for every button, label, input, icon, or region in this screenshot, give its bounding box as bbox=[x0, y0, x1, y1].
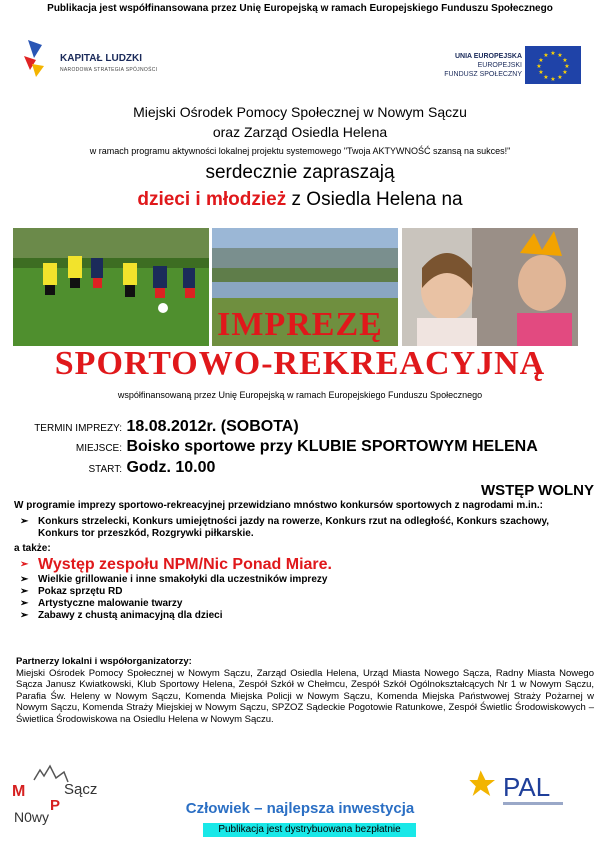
svg-text:★: ★ bbox=[557, 52, 563, 59]
event-title-line2: SPORTOWO-REKREACYJNĄ bbox=[54, 345, 546, 382]
svg-text:★: ★ bbox=[538, 57, 544, 64]
place-value: Boisko sportowe przy KLUBIE SPORTOWYM HELENA bbox=[126, 438, 538, 455]
partners-heading: Partnerzy lokalni i współorganizatorzy: bbox=[16, 656, 192, 667]
svg-text:★: ★ bbox=[550, 76, 556, 83]
organizer-line: Miejski Ośrodek Pomocy Społecznej w Nowym Sączu bbox=[133, 104, 467, 120]
date-value: 18.08.2012r. (SOBOTA) bbox=[126, 418, 299, 435]
list-item: ➢ Wielkie grillowanie i inne smakołyki dla uczestników imprezy bbox=[20, 574, 590, 586]
kapital-ludzki-logo bbox=[22, 40, 172, 82]
co-organizer-line: oraz Zarząd Osiedla Helena bbox=[212, 124, 388, 140]
list-item: ➢ Artystyczne malowanie twarzy bbox=[20, 598, 590, 610]
band-performance: ➢ Występ zespołu NPM/Nic Ponad Miare. bbox=[20, 555, 590, 574]
partners-section bbox=[16, 656, 594, 725]
also-label: a także: bbox=[14, 543, 51, 554]
kapital-ludzki-title: KAPITAŁ LUDZKI bbox=[60, 53, 143, 64]
eu-text bbox=[416, 52, 522, 79]
svg-text:★: ★ bbox=[536, 63, 542, 70]
svg-text:★: ★ bbox=[543, 74, 549, 81]
start-value: Godz. 10.00 bbox=[126, 459, 216, 476]
nowy-sacz-logo-p: P bbox=[50, 797, 61, 814]
nowy-sacz-logo-m: M bbox=[12, 783, 26, 800]
slogan: Człowiek – najlepsza inwestycja bbox=[185, 800, 415, 817]
nowy-sacz-logo bbox=[6, 762, 116, 827]
invitation-line: serdecznie zapraszają bbox=[205, 162, 395, 183]
audience-rest: z Osiedla Helena na bbox=[286, 189, 463, 210]
free-entry: WSTĘP WOLNY bbox=[480, 482, 594, 499]
nowy-sacz-logo-sacz: Sącz bbox=[64, 781, 98, 798]
svg-text:★: ★ bbox=[550, 50, 556, 57]
eu-line1: UNIA EUROPEJSKA bbox=[454, 53, 522, 60]
cofinancing-line: współfinansowaną przez Unię Europejską w ramach Europejskiego Funduszu Społecznego bbox=[117, 390, 483, 400]
event-title-line1: IMPREZĘ bbox=[217, 306, 383, 343]
svg-text:★: ★ bbox=[562, 57, 568, 64]
program-intro: W programie imprezy sportowo-rekreacyjnej przewidziano mnóstwo konkursów sportowych z nagrodami m.in.: bbox=[14, 500, 543, 511]
place-label: MIEJSCE: bbox=[75, 443, 122, 454]
eu-line2: EUROPEJSKI bbox=[477, 62, 522, 69]
svg-text:★: ★ bbox=[557, 74, 563, 81]
extras-list bbox=[20, 555, 590, 622]
date-row bbox=[0, 418, 299, 436]
eu-line3: FUNDUSZ SPOŁECZNY bbox=[444, 71, 522, 78]
contests-list bbox=[20, 516, 590, 540]
place-row bbox=[0, 438, 538, 456]
list-item: ➢ Konkurs strzelecki, Konkurs umiejętności jazdy na rowerze, Konkurs rzut na odległość, Konkurs szachowy, Konkurs tor przeszkód, Rozgrywki piłkarskie. bbox=[20, 516, 590, 540]
svg-text:★: ★ bbox=[562, 69, 568, 76]
svg-text:★: ★ bbox=[564, 63, 570, 70]
eu-flag-icon bbox=[525, 46, 581, 84]
start-row bbox=[0, 459, 215, 477]
svg-text:★: ★ bbox=[538, 69, 544, 76]
list-item: ➢ Pokaz sprzętu RD bbox=[20, 586, 590, 598]
distribution-note: Publikacja jest dystrybuowana bezpłatnie bbox=[203, 823, 416, 837]
partners-text: Miejski Ośrodek Pomocy Społecznej w Nowym Sączu, Zarząd Osiedla Helena, Urząd Miasta Nowego Sącza, Radny Miasta Nowego Sącza Janusz Kwiatkowski, Klub Sportowy Helena, Zespół Szkół w Chełmcu, Zespół Szkół Ogólnokształcących Nr 1 w Nowym Sączu, Parafia Św. Heleny w Nowym Sączu, Komenda Miejska Policji w Nowym Sączu, Komenda Miejska Państwowej Straży Pożarnej w Nowym Sączu, Komenda Straży Miejskiej w Nowym Sączu, SPZOZ Sądeckie Pogotowie Ratunkowe, Zespół Świetlic Środowiskowych – Świetlica Środowiskowa na Osiedlu Helena w Nowym Sączu. bbox=[16, 667, 594, 725]
program-line: w ramach programu aktywności lokalnej projektu systemowego "Twoja AKTYWNOŚĆ szansą na sukces!" bbox=[89, 146, 511, 156]
top-cofinancing-note: Publikacja jest współfinansowana przez Unię Europejską w ramach Europejskiego Funduszu Społecznego bbox=[47, 3, 553, 14]
nowy-sacz-logo-nowy: N0wy bbox=[14, 809, 50, 825]
pal-logo-text: PAL bbox=[503, 772, 551, 802]
date-label: TERMIN IMPREZY: bbox=[34, 423, 122, 434]
audience-highlight: dzieci i młodzież bbox=[137, 189, 287, 210]
kapital-ludzki-mark-icon bbox=[22, 40, 46, 78]
list-item: ➢ Zabawy z chustą animacyjną dla dzieci bbox=[20, 610, 590, 622]
audience-line bbox=[0, 189, 600, 211]
svg-text:★: ★ bbox=[543, 52, 549, 59]
kapital-ludzki-subtitle: NARODOWA STRATEGIA SPÓJNOŚCI bbox=[60, 67, 158, 73]
start-label: START: bbox=[88, 464, 122, 475]
program-section bbox=[14, 500, 590, 622]
